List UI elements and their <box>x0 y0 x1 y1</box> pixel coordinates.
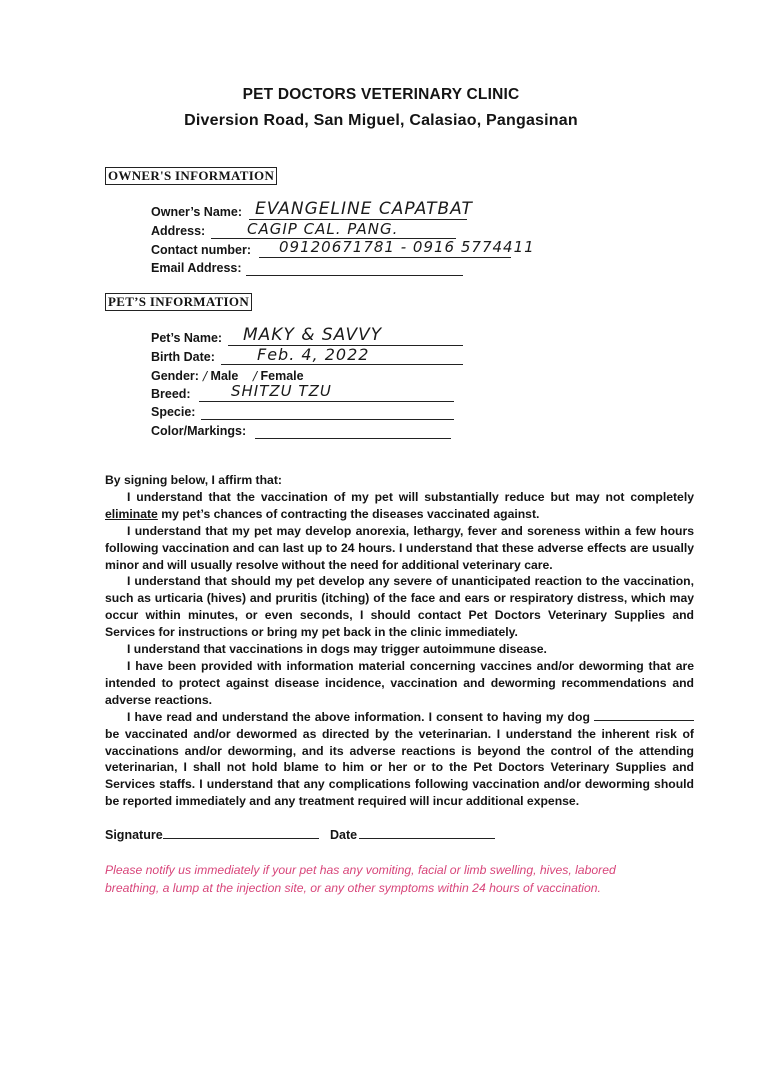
owner-contact-value: 09120671781 - 0916 5774411 <box>279 238 535 256</box>
dog-name-blank[interactable] <box>594 710 694 721</box>
consent-text <box>105 472 694 810</box>
pet-birth-label: Birth Date: <box>151 350 215 364</box>
pet-birth-line[interactable] <box>221 364 463 365</box>
owner-address-label: Address: <box>151 224 206 238</box>
pet-name-value: MAKY & SAVVY <box>243 325 383 345</box>
pet-birth-value: Feb. 4, 2022 <box>257 345 370 364</box>
owner-section-title: OWNER'S INFORMATION <box>105 167 277 185</box>
consent-p6-end: be vaccinated and/or dewormed as directed by the veterinarian. I understand the inherent risk of vaccinations and/or deworming, and its adverse reactions is beyond the control of the attending veterinarian, I shall not hold blame to him or her or to the Pet Doctors Veterinary Supplies and Services staffs. I understand that any complications following vaccination and/or deworming should be reported immediately and any treatment required will incur additional expense. <box>105 726 694 809</box>
owner-email-line[interactable] <box>246 275 463 276</box>
signature-field <box>105 828 319 842</box>
owner-name-value: EVANGELINE CAPATBAT <box>255 199 473 219</box>
pet-specie-label: Specie: <box>151 405 196 419</box>
gender-female-check[interactable] <box>253 369 304 383</box>
gender-male-mark: / <box>203 369 208 383</box>
owner-contact-line[interactable] <box>259 257 511 258</box>
pet-color-line[interactable] <box>255 438 451 439</box>
consent-paragraph-1 <box>105 489 694 523</box>
pet-section-title: PET’S INFORMATION <box>105 293 252 311</box>
post-vaccination-notice: Please notify us immediately if your pet has any vomiting, facial or limb swelling, hives, labored breathing, a lump at the injection site, or any other symptoms within 24 hours of vaccination. <box>105 863 616 895</box>
consent-paragraph-2: I understand that my pet may develop anorexia, lethargy, fever and soreness within a few hours following vaccination and can last up to 24 hours. I understand that these adverse effects are usually minor and will usually resolve without the need for additional veterinary care. <box>105 523 694 572</box>
gender-male-label: Male <box>210 369 239 383</box>
pet-breed-value: SHITZU TZU <box>231 382 332 400</box>
gender-female-mark: / <box>253 369 258 383</box>
signature-line[interactable] <box>163 828 319 839</box>
consent-p6-start: I have read and understand the above information. I consent to having my dog <box>127 709 594 724</box>
consent-paragraph-4: I understand that vaccinations in dogs may trigger autoimmune disease. <box>127 642 547 657</box>
pet-breed-label: Breed: <box>151 387 191 401</box>
clinic-name: PET DOCTORS VETERINARY CLINIC <box>242 86 520 103</box>
date-field <box>330 828 495 842</box>
consent-p1-underlined: eliminate <box>105 506 158 521</box>
owner-contact-label: Contact number: <box>151 243 251 257</box>
date-label: Date <box>330 828 358 842</box>
date-line[interactable] <box>359 828 495 839</box>
consent-intro: By signing below, I affirm that: <box>105 473 282 487</box>
gender-male-check[interactable] <box>203 369 238 383</box>
owner-name-label: Owner’s Name: <box>151 205 243 219</box>
consent-paragraph-5: I have been provided with information material concerning vaccines and/or deworming that are intended to protect against disease incidence, vaccination and deworming recommendations and adverse reactions. <box>105 658 694 707</box>
consent-p1-end: my pet’s chances of contracting the diseases vaccinated against. <box>157 506 540 521</box>
pet-specie-line[interactable] <box>201 419 454 420</box>
pet-gender-label: Gender: <box>151 369 199 383</box>
clinic-address: Diversion Road, San Miguel, Calasiao, Pangasinan <box>184 112 578 129</box>
pet-color-label: Color/Markings: <box>151 424 247 438</box>
gender-female-label: Female <box>260 369 304 383</box>
owner-email-label: Email Address: <box>151 261 242 275</box>
pet-name-label: Pet’s Name: <box>151 331 223 345</box>
pet-breed-line[interactable] <box>199 401 454 402</box>
signature-label: Signature <box>105 828 163 842</box>
consent-paragraph-6 <box>105 709 694 810</box>
consent-paragraph-3: I understand that should my pet develop any severe of unanticipated reaction to the vaccination, such as urticaria (hives) and pruritis (itching) of the face and ears or respiratory distress, which may occur within minutes, or even seconds, I should contact Pet Doctors Veterinary Supplies and Services for instructions or bring my pet back in the clinic immediately. <box>105 574 694 640</box>
consent-p1-start: I understand that the vaccination of my pet will substantially reduce but may not completely <box>127 489 694 504</box>
owner-address-value: CAGIP CAL. PANG. <box>247 220 399 238</box>
